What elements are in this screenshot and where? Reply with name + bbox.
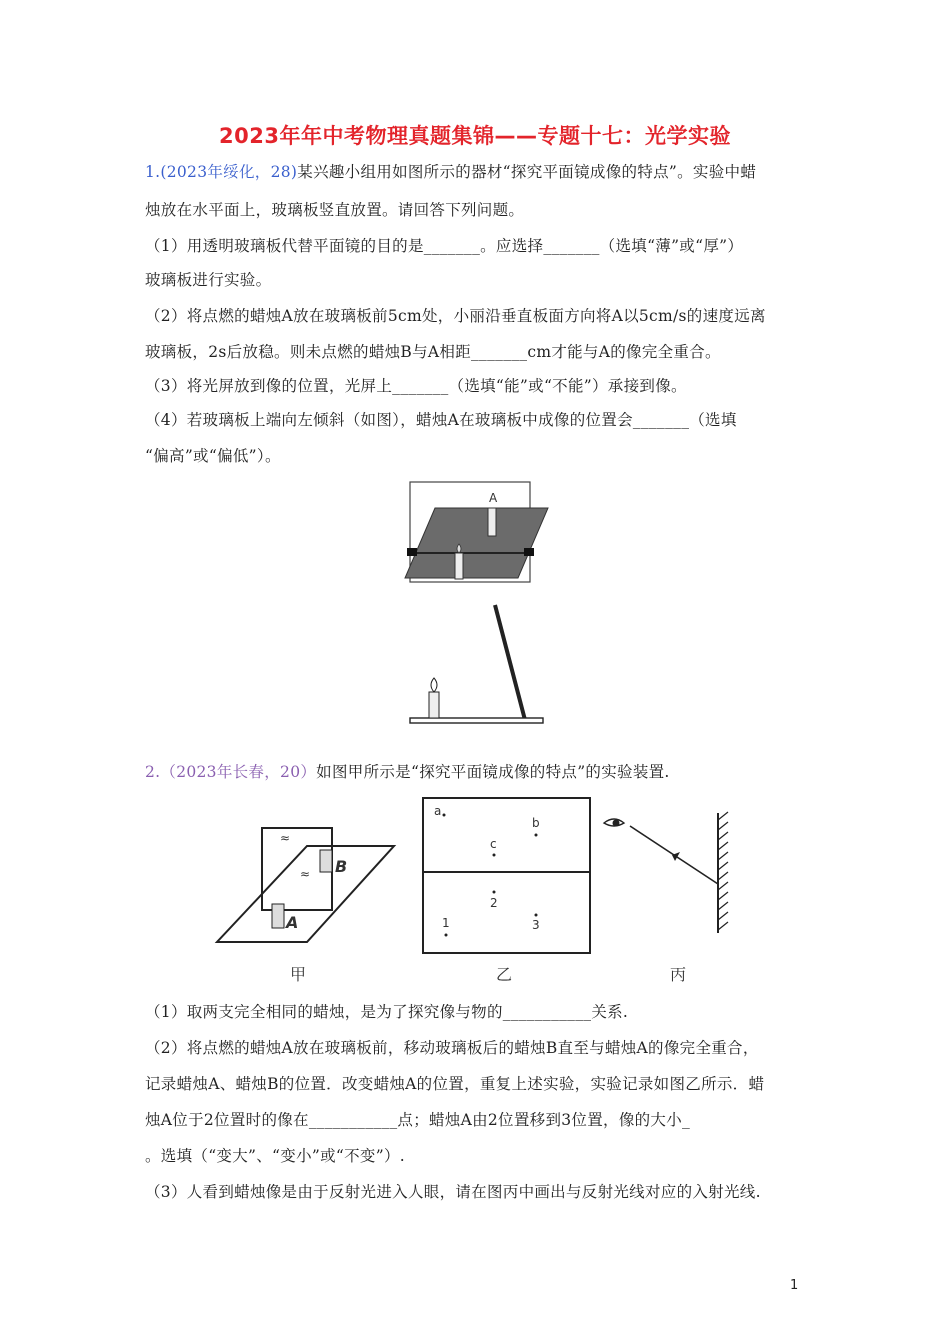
q1-line-9: “偏高”或“偏低”）。 — [145, 447, 281, 465]
point-3: 3 — [532, 918, 540, 932]
q1-figure-tilted — [405, 600, 545, 730]
page-title: 2023年年中考物理真题集锦——专题十七：光学实验 — [219, 124, 731, 148]
q1-line-8: （4）若玻璃板上端向左倾斜（如图），蜡烛A在玻璃板中成像的位置会_______（选填 — [145, 411, 737, 429]
label-B: B — [335, 857, 348, 876]
point-a: a — [434, 804, 442, 818]
label-A: A — [286, 913, 299, 932]
q1-line-6: 玻璃板，2s后放稳。则未点燃的蜡烛B与A相距_______cm才能与A的像完全重合。 — [145, 343, 721, 361]
q2-line-4: 烛A位于2位置时的像在___________点；蜡烛A由2位置移到3位置，像的大小_ — [145, 1111, 691, 1129]
svg-text:A: A — [489, 491, 498, 505]
q2-figure-bing — [600, 808, 740, 985]
eye-icon — [604, 819, 624, 827]
q1-line-3: （1）用透明玻璃板代替平面镜的目的是_______。应选择_______（选填“薄”或“厚”） — [145, 237, 744, 255]
svg-text:≈: ≈ — [300, 867, 311, 881]
q1-line-1: 1.(2023年绥化，28)某兴趣小组用如图所示的器材“探究平面镜成像的特点”。实验中蜡 — [145, 163, 757, 181]
q1-source: 1.(2023年绥化，28) — [145, 163, 298, 181]
q2-figure-jia — [212, 820, 397, 985]
caption-yi: 乙 — [496, 965, 513, 984]
svg-text:≈: ≈ — [280, 831, 291, 845]
caption-jia: 甲 — [290, 965, 307, 984]
point-b: b — [532, 816, 540, 830]
point-1: 1 — [442, 916, 450, 930]
page-number: 1 — [790, 1278, 799, 1293]
q2-line-5: 。选填（“变大”、“变小”或“不变”）. — [145, 1147, 405, 1165]
q2-line-6: （3）人看到蜡烛像是由于反射光进入人眼，请在图丙中画出与反射光线对应的入射光线. — [145, 1183, 761, 1201]
q1-figure-setup — [400, 478, 550, 588]
q2-line-2: （2）将点燃的蜡烛A放在玻璃板前，移动玻璃板后的蜡烛B直至与蜡烛A的像完全重合， — [145, 1039, 759, 1057]
q2-line-3: 记录蜡烛A、蜡烛B的位置．改变蜡烛A的位置，重复上述实验，实验记录如图乙所示．蜡 — [145, 1075, 765, 1093]
q2-figure-yi — [418, 795, 598, 985]
q2-line-intro: 2.（2023年长春，20）如图甲所示是“探究平面镜成像的特点”的实验装置. — [145, 763, 670, 781]
q2-line-1: （1）取两支完全相同的蜡烛，是为了探究像与物的___________关系. — [145, 1003, 629, 1021]
point-c: c — [490, 837, 497, 851]
q2-source: 2.（2023年长春，20） — [145, 763, 317, 781]
q1-line-2: 烛放在水平面上，玻璃板竖直放置。请回答下列问题。 — [145, 201, 525, 219]
q1-line-7: （3）将光屏放到像的位置，光屏上_______（选填“能”或“不能”）承接到像。 — [145, 377, 687, 395]
q1-line-4: 玻璃板进行实验。 — [145, 271, 272, 289]
arrow-icon — [672, 852, 680, 861]
caption-bing: 丙 — [670, 965, 687, 984]
q1-line-5: （2）将点燃的蜡烛A放在玻璃板前5cm处，小丽沿垂直板面方向将A以5cm/s的速度远离 — [145, 307, 766, 325]
point-2: 2 — [490, 896, 498, 910]
